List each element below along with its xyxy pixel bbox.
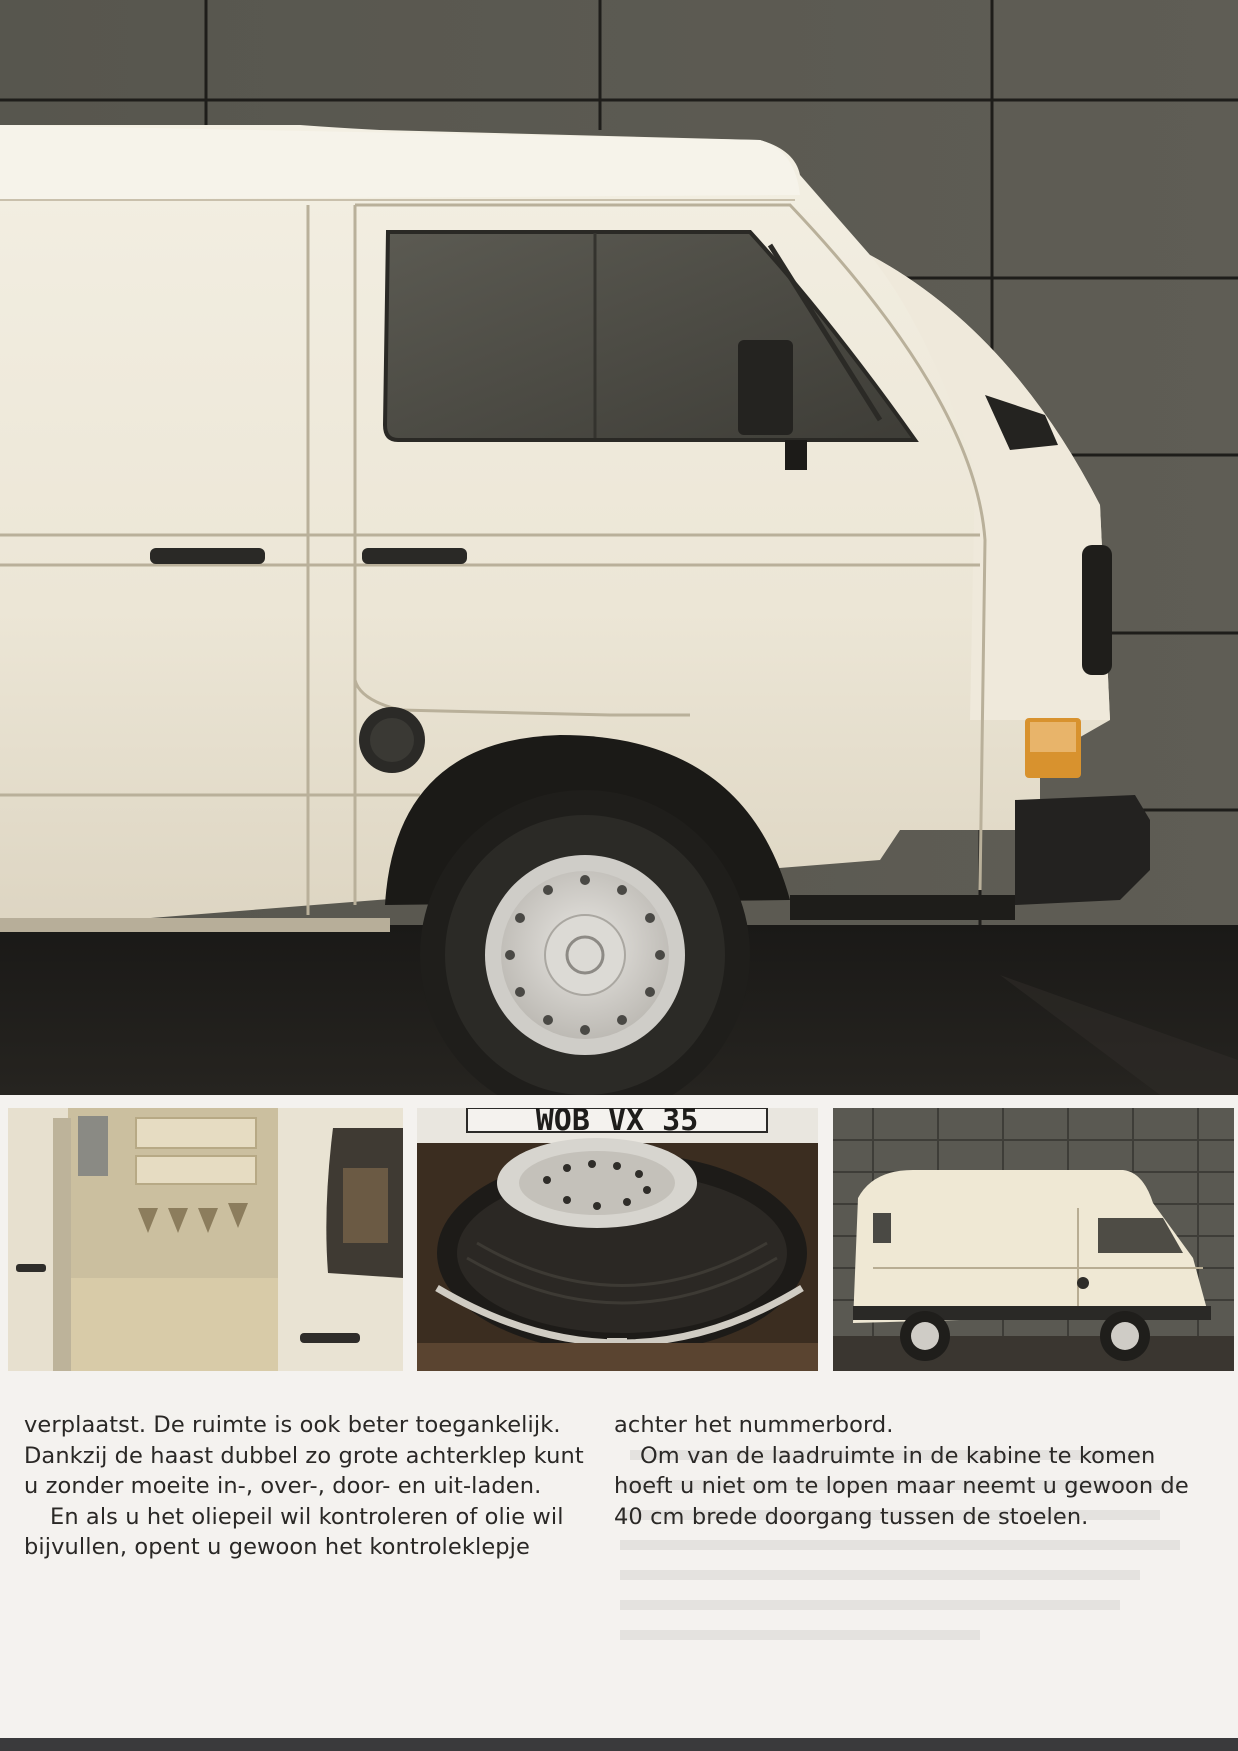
left-paragraph-1: verplaatst. De ruimte is ook beter toegankelijk. Dankzij de haast dubbel zo grote achterklep kunt u zonder moeite in-, over-, door- en uit-laden. bbox=[24, 1412, 584, 1499]
load-space-photo bbox=[8, 1108, 403, 1371]
body-text-left-column bbox=[24, 1410, 584, 1563]
high-roof-van-illustration bbox=[833, 1108, 1234, 1371]
high-roof-van-photo bbox=[833, 1108, 1234, 1371]
body-text-right-column bbox=[614, 1410, 1194, 1532]
spare-wheel-illustration bbox=[417, 1108, 818, 1371]
load-space-illustration bbox=[8, 1108, 403, 1371]
left-paragraph-2: En als u het oliepeil wil kontroleren of olie wil bijvullen, opent u gewoon het kontroleklepje bbox=[24, 1503, 564, 1560]
spare-wheel-photo bbox=[417, 1108, 818, 1371]
license-plate-text: WOB VX 35 bbox=[535, 1108, 699, 1138]
page-bottom-edge bbox=[0, 1738, 1238, 1751]
right-paragraph-1: achter het nummerbord. bbox=[614, 1412, 894, 1438]
right-paragraph-2: Om van de laadruimte in de kabine te komen hoeft u niet om te lopen maar neemt u gewoon de 40 cm brede doorgang tussen de stoelen. bbox=[614, 1442, 1189, 1530]
